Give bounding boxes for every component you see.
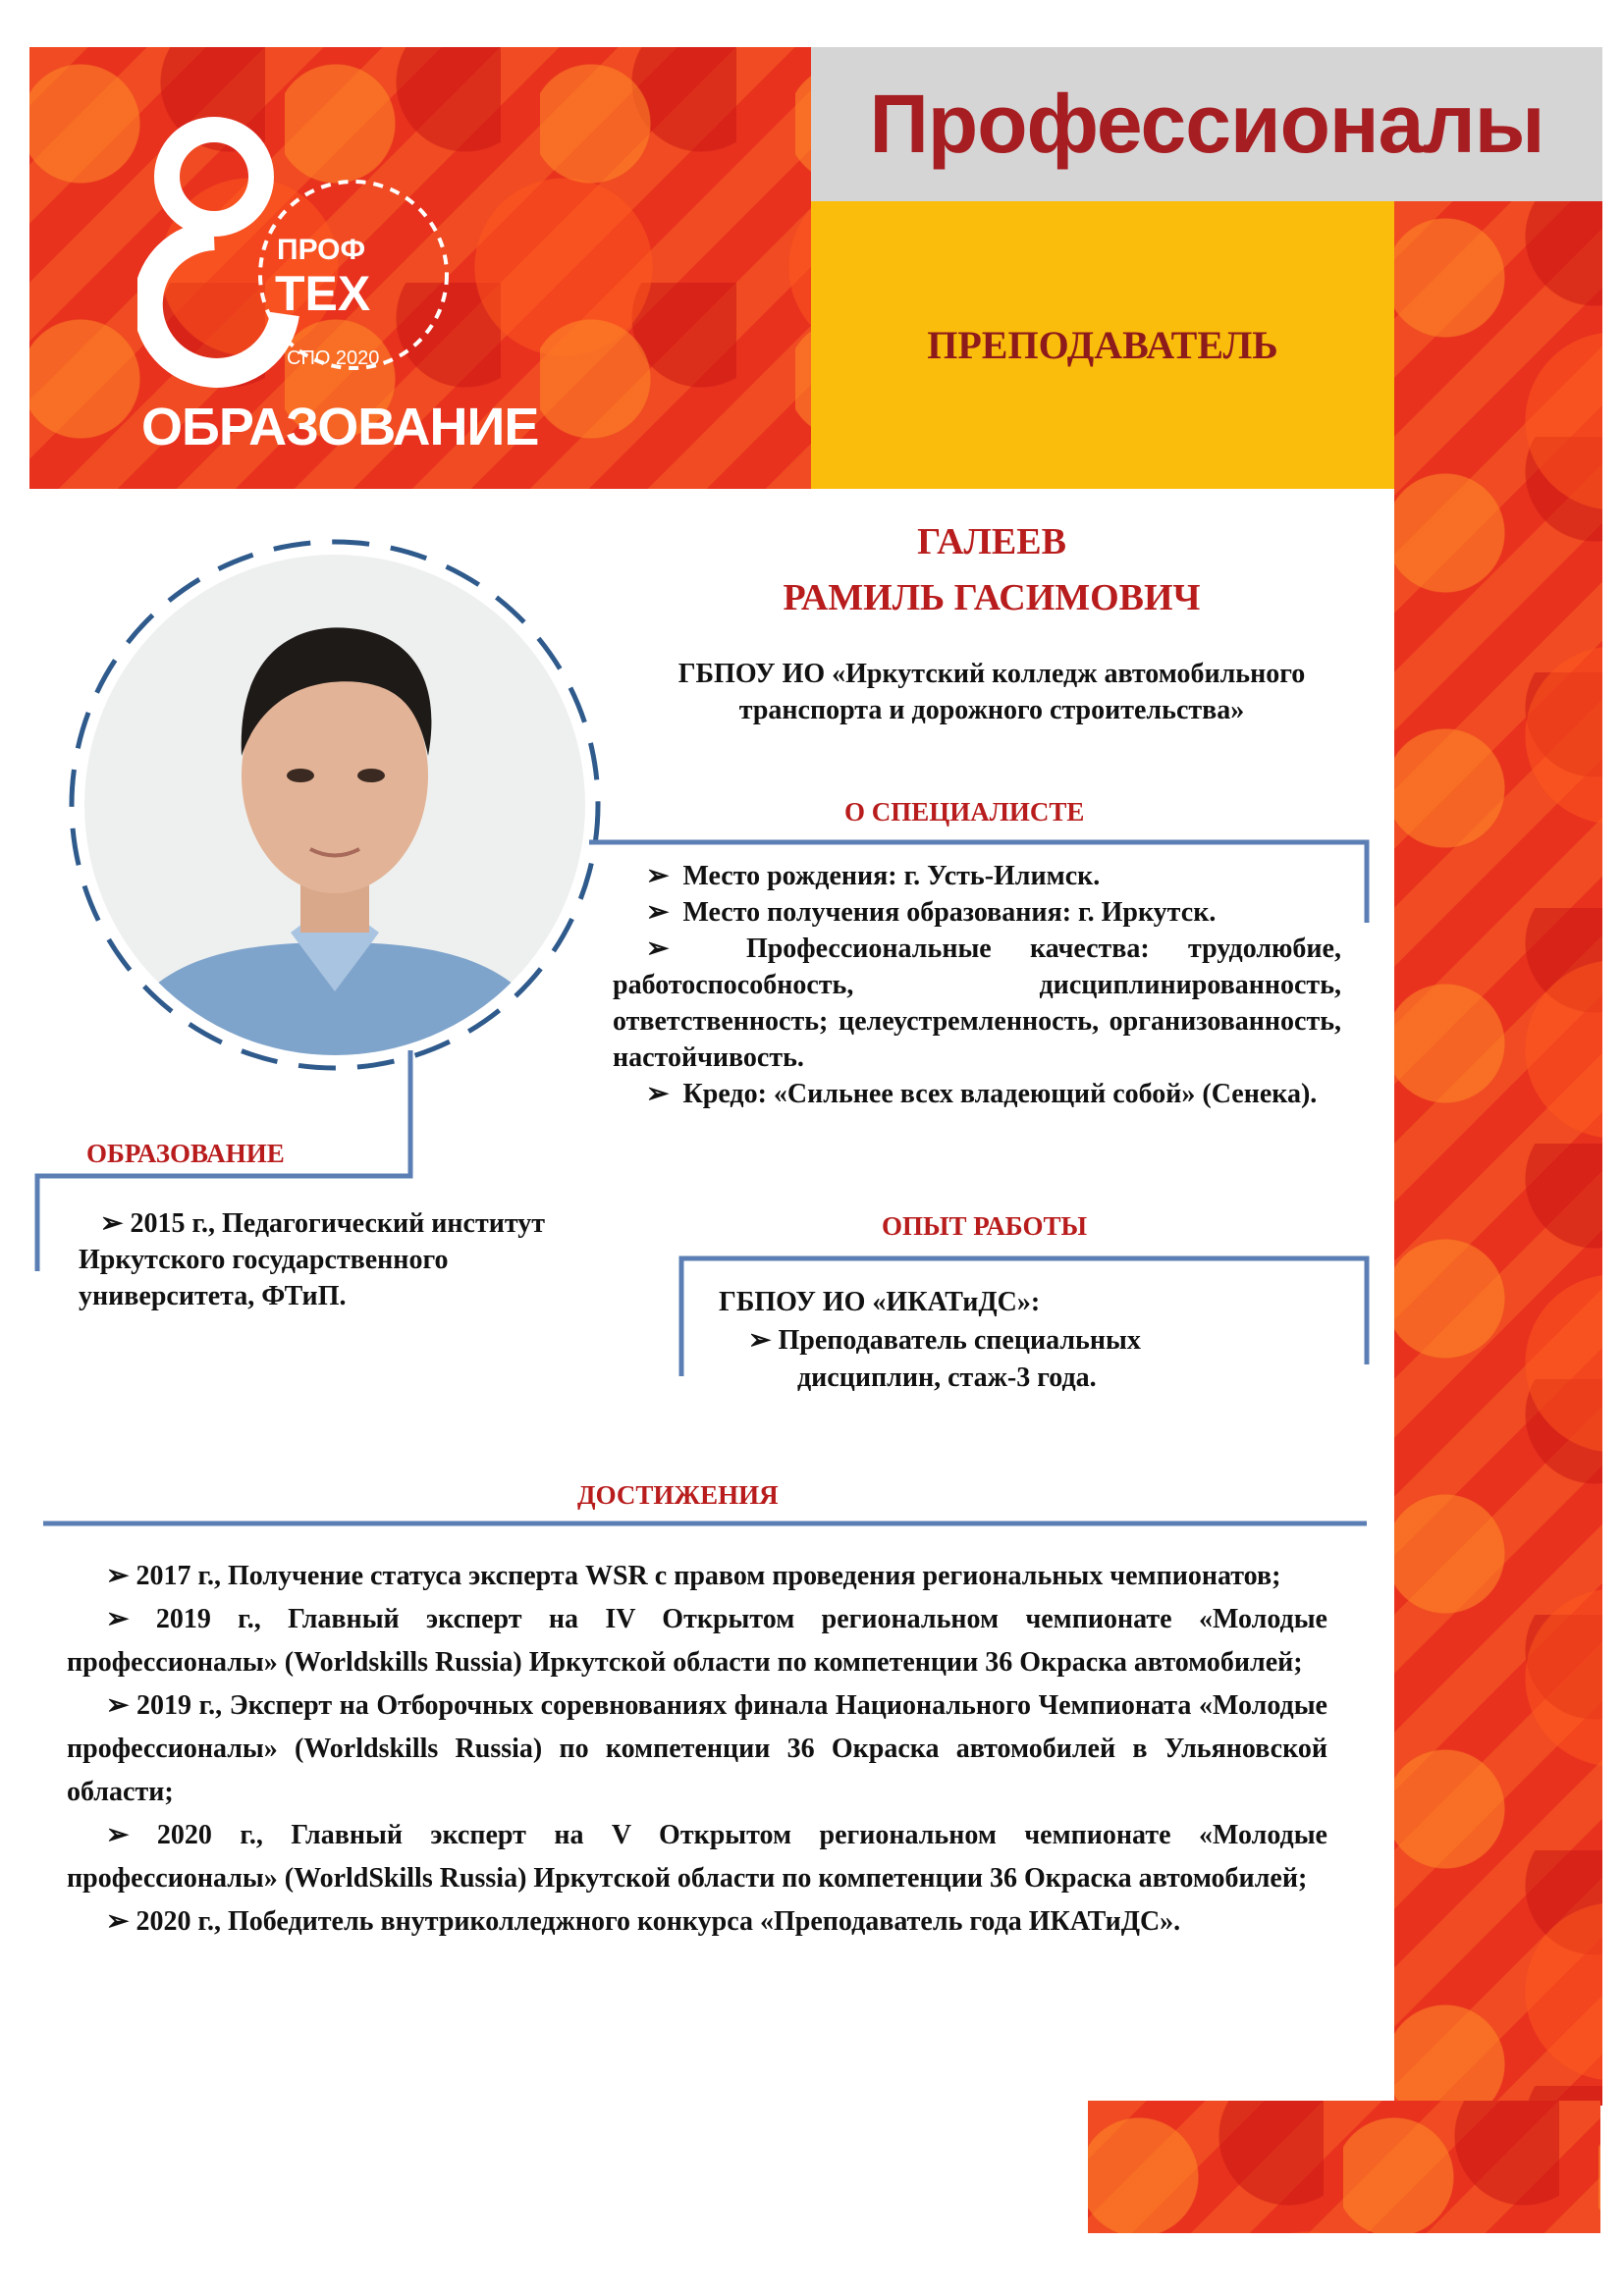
list-item bbox=[67, 1684, 1327, 1814]
role-label: ПРЕПОДАВАТЕЛЬ bbox=[927, 323, 1278, 367]
bullet-arrow-icon: ➢ bbox=[106, 1690, 137, 1721]
education-text-block bbox=[79, 1205, 569, 1314]
education-text: 2015 г., Педагогический институт Иркутского государственного университета, ФТиП. bbox=[79, 1208, 545, 1311]
bullet-arrow-icon: ➢ bbox=[100, 1208, 131, 1239]
list-item bbox=[67, 1598, 1327, 1684]
education-section-title: ОБРАЗОВАНИЕ bbox=[86, 1139, 285, 1168]
work-item-line1: Преподаватель специальных bbox=[778, 1325, 1141, 1356]
about-list bbox=[613, 858, 1341, 1112]
list-item bbox=[67, 1555, 1327, 1598]
list-item bbox=[67, 1900, 1327, 1944]
bullet-arrow-icon: ➢ bbox=[646, 934, 746, 964]
work-item bbox=[748, 1322, 1141, 1359]
list-item bbox=[613, 931, 1341, 1076]
page-title: Профессионалы bbox=[869, 78, 1544, 170]
bullet-arrow-icon: ➢ bbox=[646, 897, 683, 928]
about-item-qualities: Профессиональные качества: трудолюбие, работоспособность, дисциплинированность, ответственность; целеустремленность, организованность, настойчивость. bbox=[613, 934, 1341, 1073]
achievement-item: 2019 г., Главный эксперт на IV Открытом региональном чемпионате «Молодые профессионалы» (Worldskills Russia) Иркутской области по компетенции 36 Окраска автомобилей; bbox=[67, 1604, 1327, 1678]
list-item bbox=[67, 1814, 1327, 1900]
bullet-arrow-icon: ➢ bbox=[646, 1079, 683, 1109]
about-item-credo: Кредо: «Сильнее всех владеющий собой» (Сенека). bbox=[682, 1079, 1318, 1109]
person-name: РАМИЛЬ ГАСИМОВИЧ bbox=[783, 577, 1201, 618]
role-banner bbox=[811, 201, 1394, 489]
about-section-title: О СПЕЦИАЛИСТЕ bbox=[844, 797, 1085, 827]
logo-text-prof: ПРОФ bbox=[277, 234, 366, 266]
portrait-photo bbox=[65, 530, 605, 1080]
bottom-decor-strip bbox=[1088, 2101, 1600, 2233]
logo-text-spo: СПО 2020 bbox=[287, 347, 380, 369]
list-item bbox=[613, 1076, 1341, 1112]
bullet-arrow-icon: ➢ bbox=[646, 861, 683, 891]
achievements-section-title: ДОСТИЖЕНИЯ bbox=[577, 1480, 779, 1510]
bullet-arrow-icon: ➢ bbox=[106, 1604, 156, 1634]
list-item bbox=[613, 858, 1341, 894]
organization-name: ГБПОУ ИО «Иркутский колледж автомобильного транспорта и дорожного строительства» bbox=[677, 659, 1306, 725]
bullet-arrow-icon: ➢ bbox=[106, 1561, 136, 1591]
logo-text-teh: ТЕХ bbox=[275, 266, 371, 321]
logo-text-education: ОБРАЗОВАНИЕ bbox=[141, 398, 539, 456]
bullet-arrow-icon: ➢ bbox=[748, 1325, 779, 1356]
achievement-item: 2020 г., Главный эксперт на V Открытом региональном чемпионате «Молодые профессионалы» (WorldSkills Russia) Иркутской области по компетенции 36 Окраска автомобилей; bbox=[67, 1820, 1327, 1894]
about-item-education-place: Место получения образования: г. Иркутск. bbox=[682, 897, 1217, 928]
achievements-list bbox=[67, 1555, 1327, 1944]
achievement-item: 2017 г., Получение статуса эксперта WSR с правом проведения региональных чемпионатов; bbox=[135, 1561, 1281, 1591]
bullet-arrow-icon: ➢ bbox=[106, 1820, 157, 1850]
achievement-item: 2019 г., Эксперт на Отборочных соревнованиях финала Национального Чемпионата «Молодые профессионалы» (Worldskills Russia) по компетенции 36 Окраска автомобилей в Ульяновской области; bbox=[67, 1690, 1327, 1807]
list-item bbox=[613, 894, 1341, 931]
title-bar bbox=[811, 47, 1602, 201]
achievement-item: 2020 г., Победитель внутриколледжного конкурса «Преподаватель года ИКАТиДС». bbox=[135, 1906, 1181, 1937]
right-decor-strip bbox=[1394, 201, 1602, 2106]
bullet-arrow-icon: ➢ bbox=[106, 1906, 136, 1937]
person-last-name: ГАЛЕЕВ bbox=[917, 521, 1066, 562]
work-organization: ГБПОУ ИО «ИКАТиДС»: bbox=[719, 1287, 1041, 1317]
work-section-title: ОПЫТ РАБОТЫ bbox=[882, 1211, 1087, 1241]
about-item-birthplace: Место рождения: г. Усть-Илимск. bbox=[682, 861, 1101, 891]
work-item-line2: дисциплин, стаж-3 года. bbox=[797, 1362, 1097, 1393]
